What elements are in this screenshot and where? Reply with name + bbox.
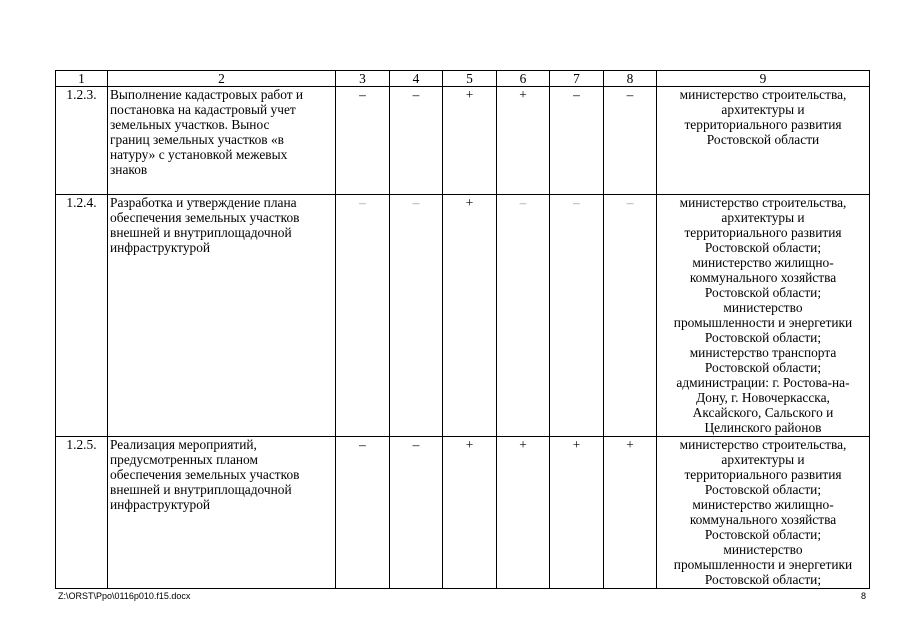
executor-line: министерство строительства, [679,195,847,210]
column-header-8: 8 [604,71,657,87]
column-header-6: 6 [497,71,550,87]
mark-cell: – [497,195,550,437]
row-number: 1.2.4. [56,195,108,437]
row-executor [657,87,870,195]
description-line: обеспечения земельных участков [110,467,300,482]
mark-cell: – [550,195,604,437]
executor-line: Ростовской области [706,132,820,147]
executor-line: Ростовской области; [704,360,822,375]
description-line: обеспечения земельных участков [110,210,300,225]
executor-line: коммунального хозяйства [689,512,837,527]
mark-cell: – [390,195,443,437]
executor-line: территориального развития [684,225,842,240]
description-line: постановка на кадастровый учет [110,102,296,117]
mark-cell: + [443,87,497,195]
column-header-5: 5 [443,71,497,87]
column-header-3: 3 [336,71,390,87]
executor-line: коммунального хозяйства [689,270,837,285]
mark-cell: – [390,87,443,195]
column-header-9: 9 [657,71,870,87]
executor-line: министерство [723,300,803,315]
executor-line: Ростовской области; [704,482,822,497]
description-line: внешней и внутриплощадочной [110,225,292,240]
executor-line: территориального развития [684,467,842,482]
executor-line: министерство строительства, [679,437,847,452]
mark-cell: + [443,195,497,437]
row-description [108,195,336,437]
mark-cell: – [336,195,390,437]
plan-table [55,70,870,589]
mark-cell: + [497,87,550,195]
table-row [56,87,870,195]
mark-cell: – [336,87,390,195]
executor-line: промышленности и энергетики [673,557,853,572]
row-number: 1.2.3. [56,87,108,195]
description-line: инфраструктурой [110,240,211,255]
executor-line: Аксайского, Сальского и [692,405,834,420]
executor-line: министерство жилищно- [692,255,834,270]
executor-line: промышленности и энергетики [673,315,853,330]
mark-cell: – [550,87,604,195]
footer-page-number: 8 [861,591,867,601]
executor-line: министерство транспорта [689,345,837,360]
mark-cell: + [497,437,550,589]
column-header-4: 4 [390,71,443,87]
table-row [56,437,870,589]
executor-line: министерство [723,542,803,557]
executor-line: Ростовской области; [704,572,822,587]
executor-line: министерство строительства, [679,87,847,102]
description-line: земельных участков. Вынос [110,117,270,132]
executor-line: Дону, г. Новочеркасска, [696,390,830,405]
row-description [108,87,336,195]
mark-cell: + [604,437,657,589]
executor-line: Ростовской области; [704,527,822,542]
description-line: натуру» с установкой межевых [110,147,288,162]
description-line: Реализация мероприятий, [110,437,257,452]
executor-line: территориального развития [684,117,842,132]
description-line: инфраструктурой [110,497,211,512]
column-header-1: 1 [56,71,108,87]
column-header-2: 2 [108,71,336,87]
executor-line: Ростовской области; [704,240,822,255]
description-line: знаков [110,162,148,177]
row-description [108,437,336,589]
mark-cell: + [443,437,497,589]
header-row [56,71,870,87]
executor-line: Ростовской области; [704,330,822,345]
table-row [56,195,870,437]
description-line: предусмотренных планом [110,452,258,467]
row-executor [657,437,870,589]
mark-cell: + [550,437,604,589]
row-number: 1.2.5. [56,437,108,589]
description-line: границ земельных участков «в [110,132,284,147]
executor-line: Ростовской области; [704,285,822,300]
description-line: внешней и внутриплощадочной [110,482,292,497]
executor-line: министерство жилищно- [692,497,834,512]
mark-cell: – [390,437,443,589]
executor-line: администрации: г. Ростова-на- [676,375,850,390]
executor-line: архитектуры и [721,102,805,117]
mark-cell: – [604,87,657,195]
footer-file-path: Z:\ORST\Ppo\0116p010.f15.docx [58,591,191,601]
executor-line: архитектуры и [721,210,805,225]
executor-line: архитектуры и [721,452,805,467]
row-executor [657,195,870,437]
column-header-7: 7 [550,71,604,87]
description-line: Разработка и утверждение плана [110,195,297,210]
description-line: Выполнение кадастровых работ и [110,87,304,102]
mark-cell: – [604,195,657,437]
executor-line: Целинского районов [704,420,822,435]
mark-cell: – [336,437,390,589]
